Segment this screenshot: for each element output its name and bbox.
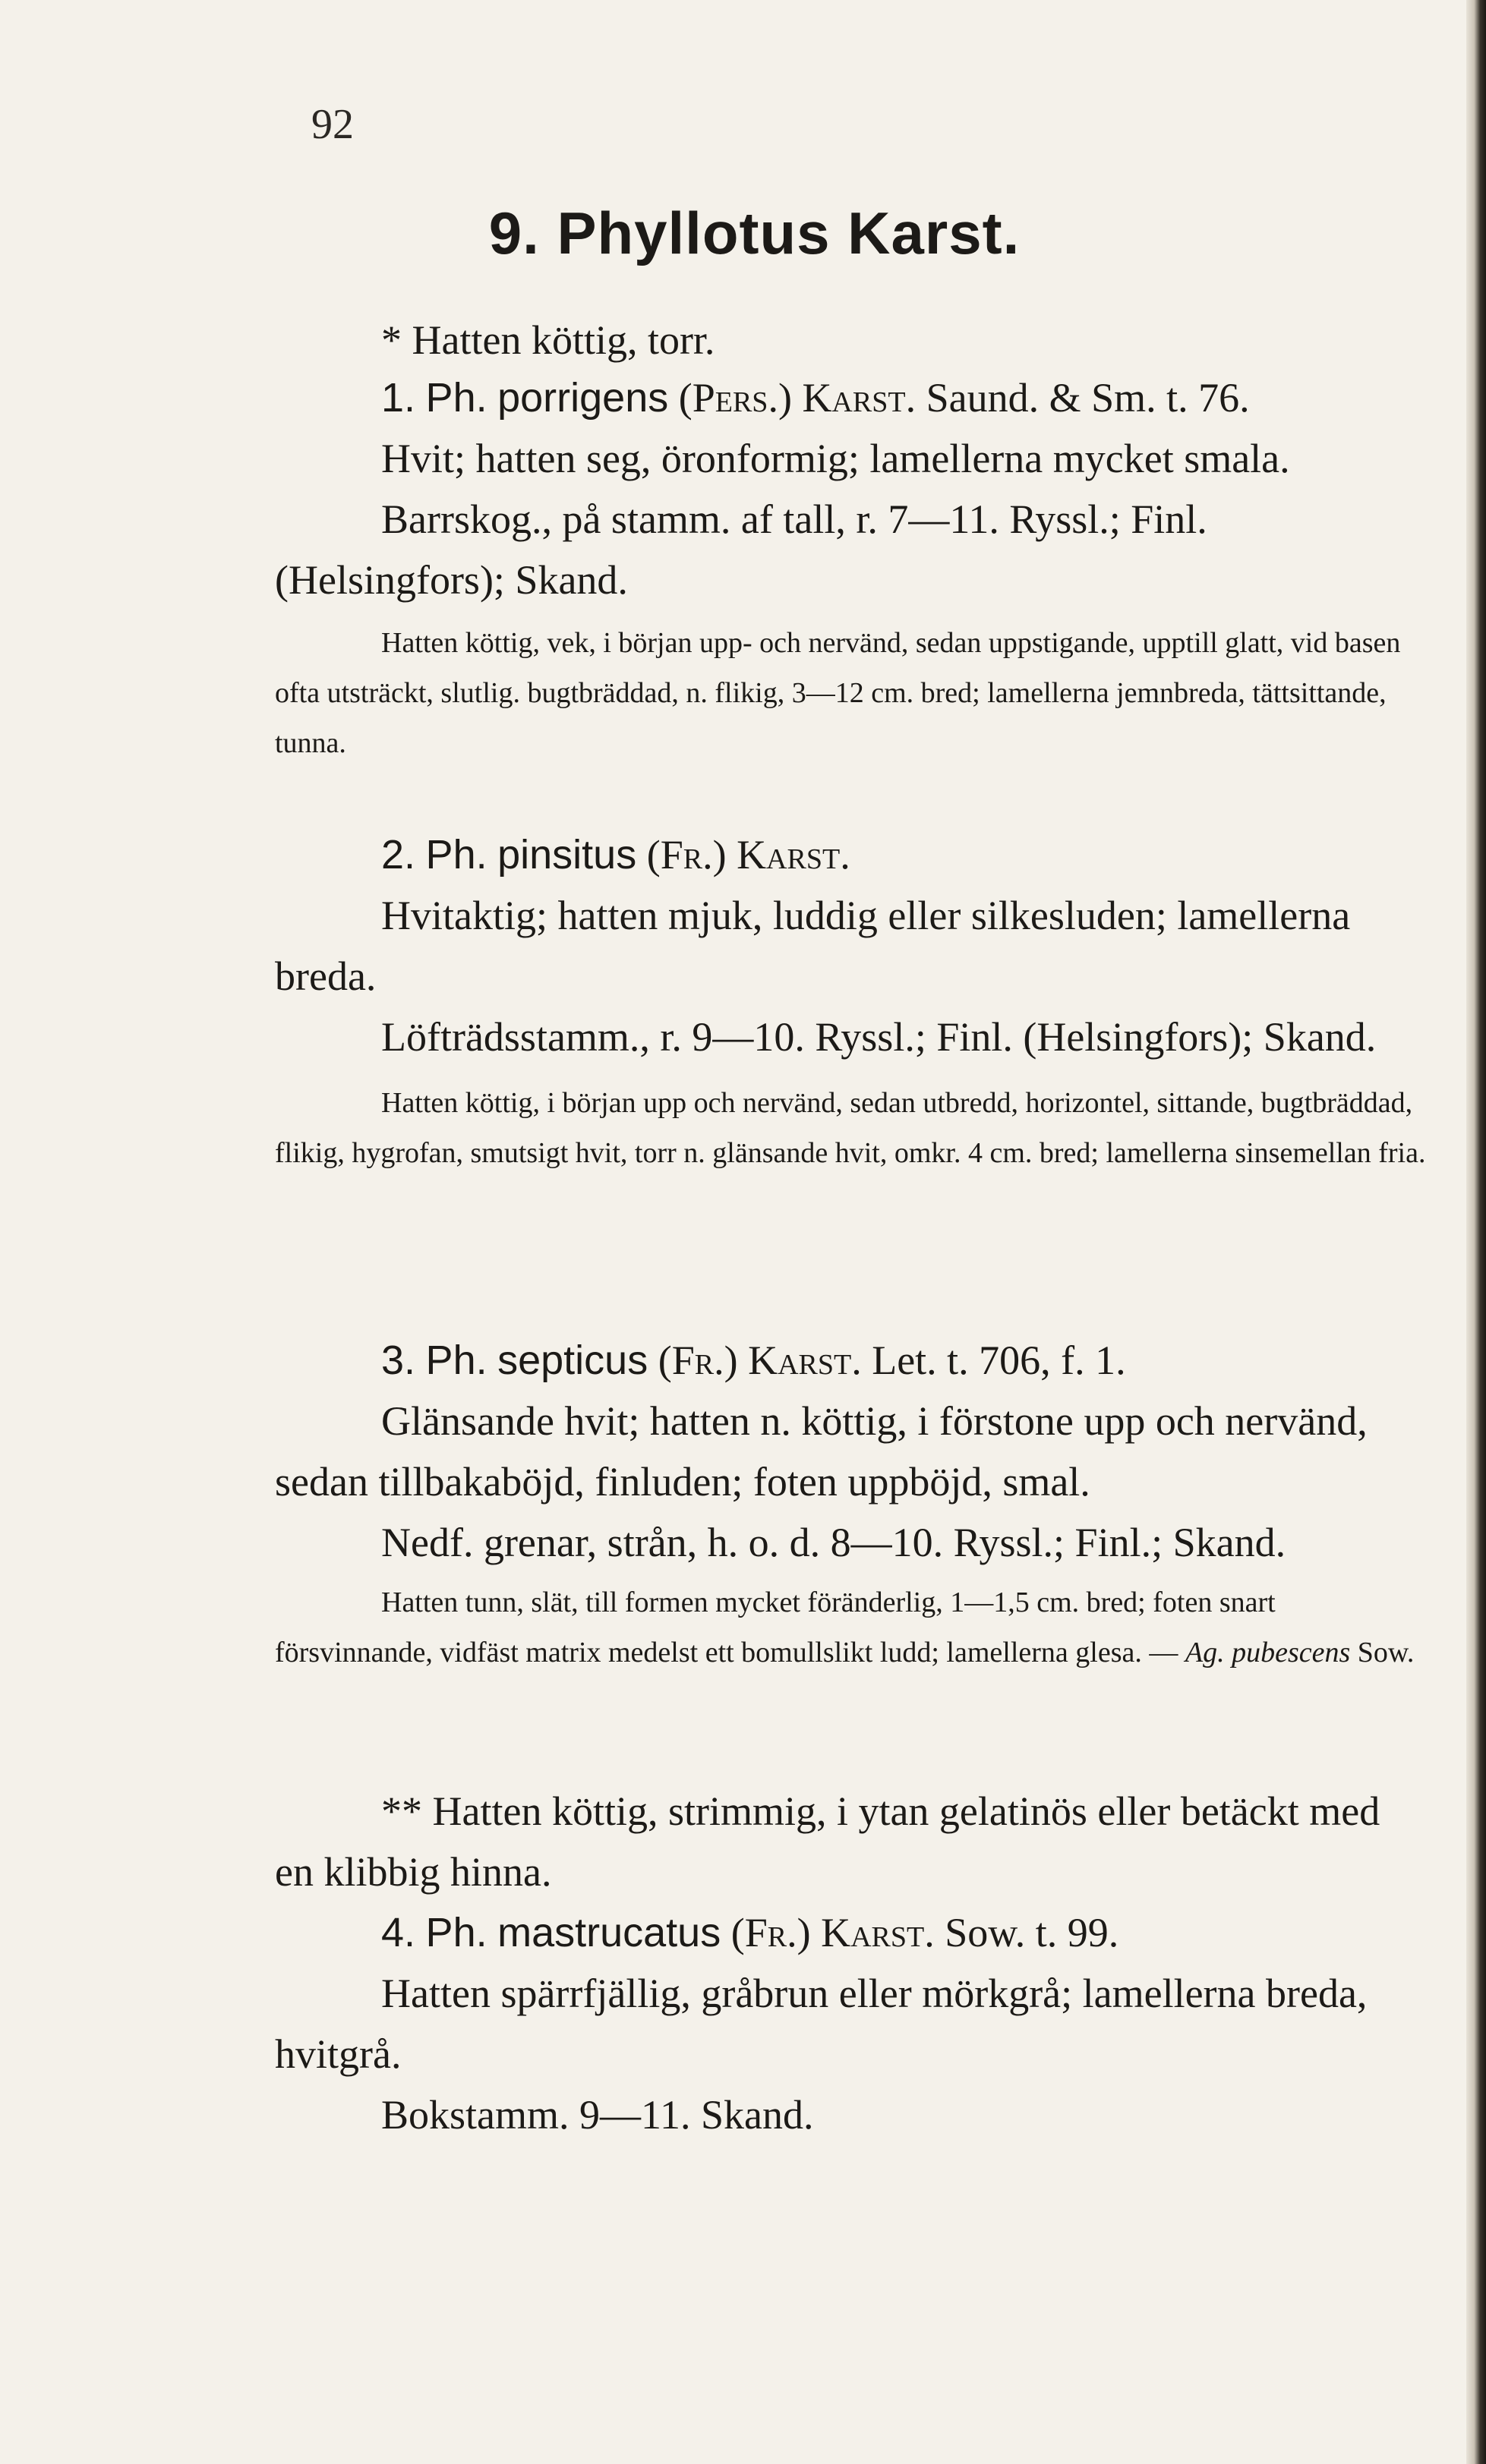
author-open: ( [678,375,693,421]
section-heading-2: ** Hatten köttig, strimmig, i ytan gelatinös eller betäckt med en klibbig hinna. [275,1788,1380,1895]
species-description: Glänsande hvit; hatten n. köttig, i förstone upp och nervänd, sedan tillbakaböjd, finluden; foten uppböjd, smal. [275,1398,1368,1505]
author-close: ) [712,832,727,878]
species-number: 3. [381,1338,416,1383]
author-open: ( [730,1910,745,1955]
species-notes: Hatten köttig, vek, i början upp- och nervänd, sedan uppstigande, upptill glatt, vid basen ofta utsträckt, slutlig. bugtbräddad, n. flikig, 3—12 cm. bred; lamellerna jemnbreda, tättsittande, tunna. [275,627,1401,759]
author-2: Karst. [748,1338,862,1383]
species-description: Hvitaktig; hatten mjuk, luddig eller silkesluden; lamellerna breda. [275,893,1351,999]
synonym-author: Sow. [1357,1637,1415,1668]
species-epithet: porrigens [497,375,669,421]
species-description: Hvit; hatten seg, öronformig; lamellerna mycket smala. [381,436,1290,481]
species-habitat: Bokstamm. 9—11. Skand. [381,2092,814,2138]
author-1: Fr. [671,1338,724,1383]
genus-abbr: Ph. [425,375,487,421]
author-close: ) [724,1338,738,1383]
author-2: Karst. [821,1910,935,1955]
author-open: ( [658,1338,672,1383]
species-entry-1 [275,367,1428,768]
species-epithet: mastrucatus [497,1910,721,1955]
synonym: Ag. pubescens [1185,1637,1351,1668]
species-number: 4. [381,1910,416,1955]
author-2: Karst. [802,375,917,421]
reference: Let. t. 706, f. 1. [872,1338,1126,1383]
species-epithet: pinsitus [497,832,637,878]
author-close: ) [797,1910,811,1955]
species-header [275,1902,1428,1963]
section-heading-1: * Hatten köttig, torr. [381,317,715,363]
notes-text: Hatten tunn, slät, till formen mycket föränderlig, 1—1,5 cm. bred; foten snart försvinnande, vidfäst matrix medelst ett bomullslikt ludd; lamellerna glesa. — [275,1586,1276,1668]
author-open: ( [646,832,661,878]
species-epithet: septicus [497,1338,648,1383]
species-header [275,1330,1428,1391]
page-number: 92 [311,101,354,148]
species-header [275,824,1428,885]
author-1: Pers. [692,375,778,421]
reference: Sow. t. 99. [945,1910,1119,1955]
species-entry-4 [275,1902,1428,2145]
species-number: 2. [381,832,416,878]
author-2: Karst. [737,832,850,878]
species-number: 1. [381,375,416,421]
species-description: Hatten spärrfjällig, gråbrun eller mörkgrå; lamellerna breda, hvitgrå. [275,1971,1368,2077]
page-title: 9. Phyllotus Karst. [488,200,1021,266]
species-habitat: Barrskog., på stamm. af tall, r. 7—11. Ryssl.; Finl. (Helsingfors); Skand. [275,496,1207,603]
genus-abbr: Ph. [425,1910,487,1955]
author-close: ) [778,375,792,421]
genus-abbr: Ph. [425,832,487,878]
reference: Saund. & Sm. t. 76. [926,375,1250,421]
species-entry-2 [275,824,1428,1178]
species-notes: Hatten köttig, i början upp och nervänd, sedan utbredd, horizontel, sittande, bugtbräddad, flikig, hygrofan, smutsigt hvit, torr n. glänsande hvit, omkr. 4 cm. bred; lamellerna sinsemellan fria. [275,1087,1426,1169]
species-entry-3 [275,1330,1428,1678]
author-1: Fr. [660,832,713,878]
species-header [275,367,1428,428]
species-notes [275,1577,1428,1678]
species-habitat: Löfträdsstamm., r. 9—10. Ryssl.; Finl. (Helsingfors); Skand. [381,1014,1377,1060]
species-habitat: Nedf. grenar, strån, h. o. d. 8—10. Ryssl.; Finl.; Skand. [381,1520,1286,1565]
page-edge-shadow [1466,0,1486,2464]
author-1: Fr. [744,1910,797,1955]
genus-abbr: Ph. [425,1338,487,1383]
